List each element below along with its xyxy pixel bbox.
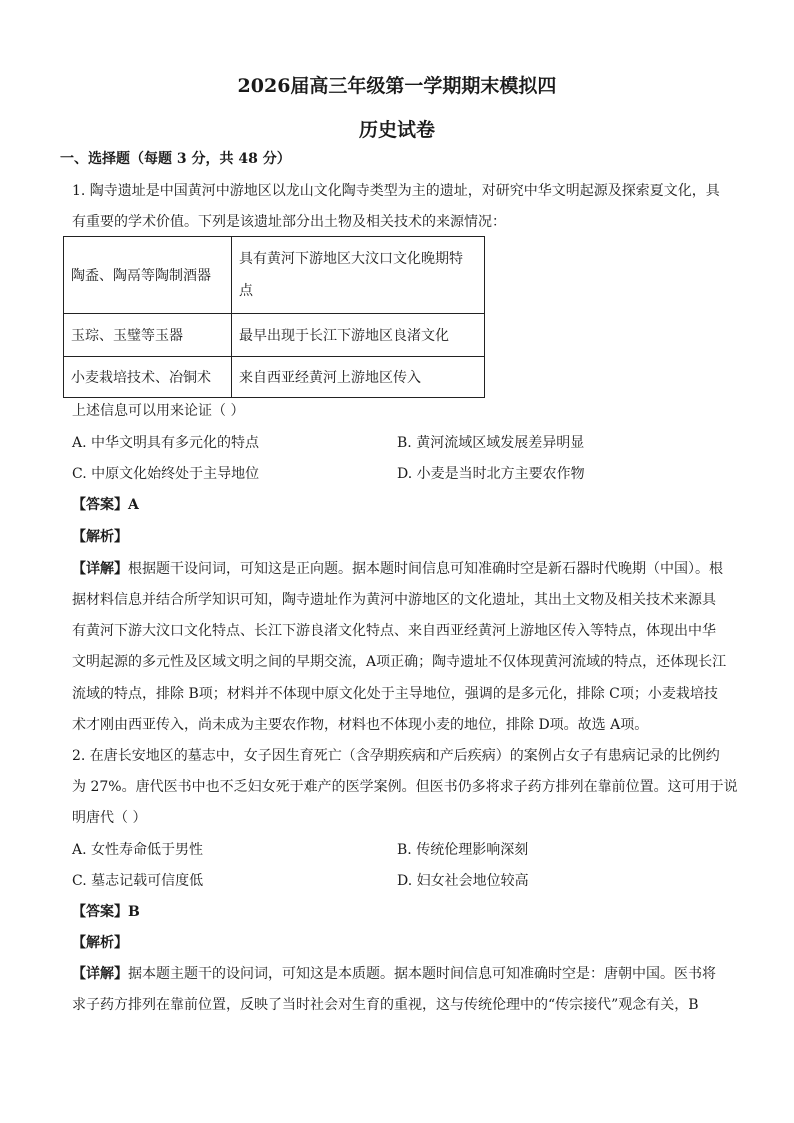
table-cell-source-line: 具有黄河下游地区大汶口文化晚期特 (239, 251, 463, 267)
section-heading: 一、选择题（每题 3 分，共 48 分） (60, 151, 291, 167)
table-row (64, 237, 485, 314)
q2-stem-line: 2. 在唐长安地区的墓志中，女子因生育死亡（含孕期疾病和产后疾病）的案例占女子有患病记录的比例约 (72, 748, 720, 764)
q1-option-a: A. 中华文明具有多元化的特点 (72, 435, 260, 451)
q2-option-b: B. 传统伦理影响深刻 (397, 842, 529, 858)
q1-option-d: D. 小麦是当时北方主要农作物 (397, 466, 585, 482)
q1-stem-line: 1. 陶寺遗址是中国黄河中游地区以龙山文化陶寺类型为主的遗址，对研究中华文明起源及探索夏文化，具 (72, 183, 720, 199)
q2-detail-line: 求子药方排列在靠前位置，反映了当时社会对生育的重视，这与传统伦理中的“传宗接代”观念有关，B (72, 997, 699, 1013)
q2-option-a: A. 女性寿命低于男性 (72, 842, 204, 858)
q1-detail-line: 据材料信息并结合所学知识可知，陶寺遗址作为黄河中游地区的文化遗址，其出土文物及相关技术来源具 (72, 592, 716, 608)
q1-answer: 【答案】A (72, 497, 139, 513)
q1-option-b: B. 黄河流域区域发展差异明显 (397, 435, 585, 451)
exam-subtitle: 历史试卷 (358, 119, 435, 141)
q1-detail-line: 术才刚由西亚传入，尚未成为主要农作物，材料也不体现小麦的地位，排除 D项。故选 A项。 (72, 717, 649, 733)
table-cell-item: 陶盉、陶鬲等陶制酒器 (64, 237, 232, 314)
table-cell-source: 来自西亚经黄河上游地区传入 (232, 357, 485, 398)
source-table (63, 236, 485, 398)
q2-answer: 【答案】B (72, 904, 140, 920)
q1-detail-line: 有黄河下游大汶口文化特点、长江下游良渚文化特点、来自西亚经黄河上游地区传入等特点，体现出中华 (72, 623, 716, 639)
q1-question: 上述信息可以用来论证（ ） (72, 403, 245, 419)
q2-detail-line (72, 966, 724, 982)
table-cell-source (232, 237, 485, 314)
q1-detail-line: 文明起源的多元性及区域文明之间的早期交流，A项正确；陶寺遗址不仅体现黄河流域的特点，还体现长江 (72, 654, 727, 670)
table-row (64, 357, 485, 398)
q1-option-c: C. 中原文化始终处于主导地位 (72, 466, 260, 482)
q2-analysis-label: 【解析】 (72, 935, 128, 951)
table-cell-item: 玉琮、玉璧等玉器 (64, 314, 232, 357)
detail-text: 据本题主题干的设问词，可知这是本质题。据本题时间信息可知准确时空是：唐朝中国。医书将 (128, 966, 716, 982)
table-cell-item: 小麦栽培技术、冶铜术 (64, 357, 232, 398)
table-cell-source-line: 点 (239, 283, 253, 299)
detail-text: 根据题干设问词，可知这是正向题。据本题时间信息可知准确时空是新石器时代晚期（中国）。根 (128, 561, 723, 577)
q2-option-d: D. 妇女社会地位较高 (397, 873, 529, 889)
q2-stem-line: 明唐代（ ） (72, 810, 147, 826)
detail-tag: 【详解】 (72, 966, 128, 982)
detail-tag: 【详解】 (72, 561, 128, 577)
table-cell-source: 最早出现于长江下游地区良渚文化 (232, 314, 485, 357)
table-row (64, 314, 485, 357)
q1-detail-line: 流域的特点，排除 B项；材料并不体现中原文化处于主导地位，强调的是多元化，排除 C项；小麦栽培技 (72, 686, 718, 702)
q1-stem-line: 有重要的学术价值。下列是该遗址部分出土物及相关技术的来源情况： (72, 214, 506, 230)
q2-stem-line: 为 27%。唐代医书中也不乏妇女死于难产的医学案例。但医书仍多将求子药方排列在靠前位置。这可用于说 (72, 779, 738, 795)
q1-detail-line (72, 561, 724, 577)
q2-option-c: C. 墓志记载可信度低 (72, 873, 204, 889)
exam-title: 2026届高三年级第一学期期末模拟四 (237, 75, 557, 97)
q1-analysis-label: 【解析】 (72, 529, 128, 545)
